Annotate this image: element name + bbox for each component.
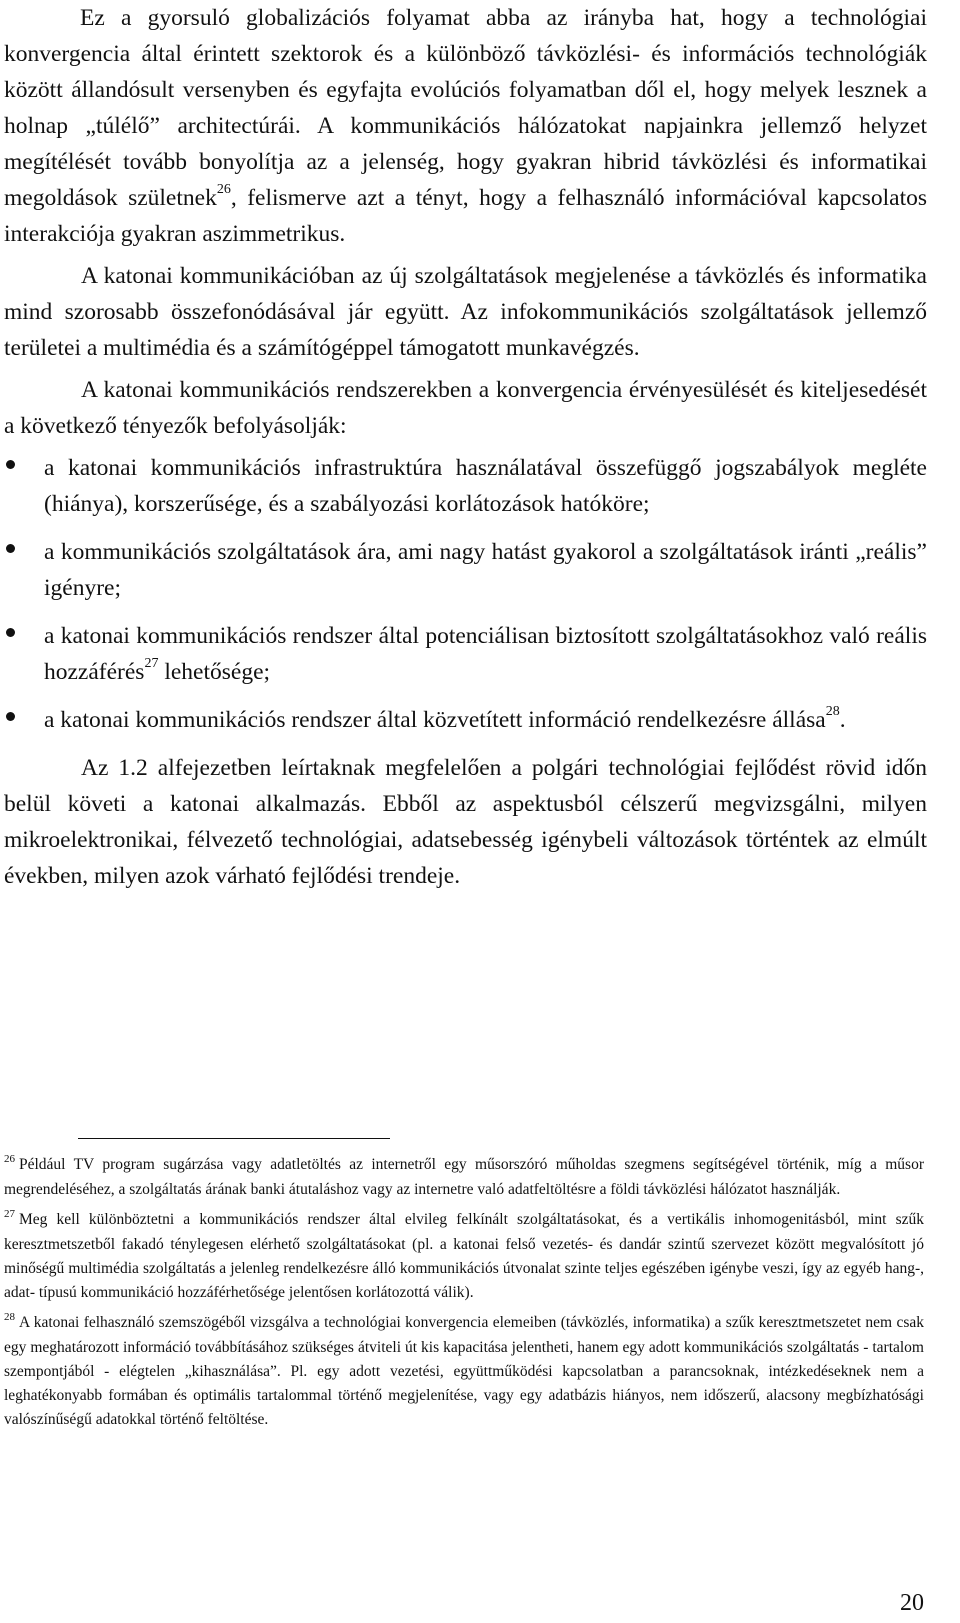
factor-list (4, 450, 927, 738)
list-item (4, 450, 927, 522)
bullet-icon (6, 544, 15, 553)
list-item (4, 534, 927, 606)
bullet-icon (6, 628, 15, 637)
footnote-separator (78, 1138, 390, 1139)
bullet-icon (6, 460, 15, 469)
paragraph-1 (4, 0, 927, 252)
footnotes (4, 1153, 924, 1438)
page-number: 20 (900, 1590, 924, 1616)
body-text (4, 0, 927, 900)
footnote-mark: 26 (4, 1153, 15, 1165)
list-item-text-end: lehetősége; (158, 659, 271, 685)
footnote-text: A katonai felhasználó szemszögéből vizsgálva a technológiai konvergencia elemeiben (távközlés, informatika) a szűk keresztmetszetet nem csak egy meghatározott információ továbbításához szükséges átviteli út kis kapacitása jelentheti, hanem egy adott kommunikációs szolgáltatás - tartalom szempontjából - elégtelen „kihasználása”. Pl. egy adott vezetési, együttműködési kapcsolatban a parancsoknak, intézkedéseknek nem a leghatékonyabb formában és optimális tartalommal történő megjelenítése, vagy egy adatbázis hiányos, nem időszerű, alacsony megbízhatósági valószínűségű adatokkal történő feltöltése. (4, 1314, 924, 1428)
footnote-ref-28[interactable]: 28 (825, 704, 840, 720)
paragraph-2: A katonai kommunikációban az új szolgáltatások megjelenése a távközlés és informatika mind szorosabb összefonódásával jár együtt. Az infokommunikációs szolgáltatások jellemző területei a multimédia és a számítógéppel támogatott munkavégzés. (4, 263, 927, 361)
list-item (4, 702, 927, 738)
footnote-text: Meg kell különböztetni a kommunikációs rendszer által elvileg felkínált szolgáltatásokat, és a vertikális inhomogenitásból, mint szűk keresztmetszetből fakadó ténylegesen elérhető szolgáltatásokat (pl. a katonai felső vezetés- és dandár szintű szervezet között megvalósított jó minőségű multimédia szolgáltatás a jelenleg rendelkezésre álló kommunikációs útvonalat szinte teljes egészében igénybe veszi, így az egyéb hang-, adat- típusú kommunikáció hozzáférhetősége jelentősen korlátozottá válik). (4, 1211, 924, 1301)
footnote-mark: 28 (4, 1311, 15, 1323)
list-item-text: a katonai kommunikációs rendszer által közvetített információ rendelkezésre állása (44, 707, 826, 733)
list-item (4, 618, 927, 690)
footnote-text: Például TV program sugárzása vagy adatletöltés az internetről egy műsorszóró műholdas szegmens segítségével történik, míg a műsor megrendeléséhez, a szolgáltatás árának banki átutaláshoz vagy az internetre való adatfeltöltésre a földi távközlési hálózatot használják. (4, 1156, 924, 1198)
footnote-ref-27[interactable]: 27 (144, 656, 159, 672)
paragraph-1-text-a: Ez a gyorsuló globalizációs folyamat abba az irányba hat, hogy a technológiai konvergencia által érintett szektorok és a különböző távközlési- és információs technológiák között állandósult versenyben és egyfajta evolúciós folyamatban dől el, hogy melyek lesznek a holnap „túlélő” architectúrái. A kommunikációs hálózatokat napjainkra jellemző helyzet megítélését tovább bonyolítja az a jelenség, hogy gyakran hibrid távközlési és informatikai megoldások születnek (4, 5, 927, 211)
list-item-text: a kommunikációs szolgáltatások ára, ami nagy hatást gyakorol a szolgáltatások iránti „reális” igényre; (44, 539, 927, 601)
footnote-ref-26[interactable]: 26 (216, 182, 231, 198)
paragraph-1-text-b: , felismerve azt a tényt, hogy a felhasználó információval kapcsolatos interakciója gyakran aszimmetrikus. (4, 185, 927, 247)
paragraph-4: Az 1.2 alfejezetben leírtaknak megfelelően a polgári technológiai fejlődést rövid időn belül követi a katonai alkalmazás. Ebből az aspektusból célszerű megvizsgálni, milyen mikroelektronikai, félvezető technológiai, adatsebesség igénybeli változások történtek az elmúlt években, milyen azok várható fejlődési trendeje. (4, 755, 927, 889)
list-item-text-end: . (839, 707, 846, 733)
footnote-mark: 27 (4, 1208, 15, 1220)
list-item-text: a katonai kommunikációs infrastruktúra használatával összefüggő jogszabályok megléte (hiánya), korszerűsége, és a szabályozási korlátozások hatóköre; (44, 455, 927, 517)
bullet-icon (6, 712, 15, 721)
paragraph-3: A katonai kommunikációs rendszerekben a konvergencia érvényesülését és kiteljesedését a következő tényezők befolyásolják: (4, 377, 927, 439)
footnote-27 (4, 1208, 924, 1305)
footnote-28 (4, 1311, 924, 1432)
footnote-26 (4, 1153, 924, 1202)
list-item-text: a katonai kommunikációs rendszer által potenciálisan biztosított szolgáltatásokhoz való reális hozzáférés (44, 623, 927, 685)
